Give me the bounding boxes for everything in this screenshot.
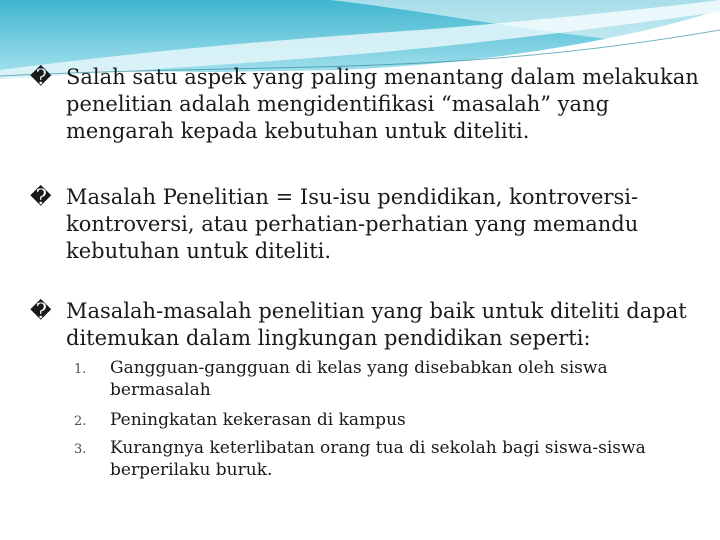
list-item-text: Gangguan-gangguan di kelas yang disebabkan oleh siswa bermasalah (110, 358, 608, 400)
list-number: 2. (74, 414, 87, 429)
list-item (74, 357, 694, 401)
bullet-item (30, 64, 700, 145)
list-item (74, 437, 694, 481)
bullet-text: Masalah Penelitian = Isu-isu pendidikan, kontroversi-kontroversi, atau perhatian-perhatian yang memandu kebutuhan untuk diteliti. (66, 185, 639, 263)
bullet-icon: � (30, 65, 52, 89)
bullet-icon: � (30, 299, 52, 323)
bullet-item (30, 184, 700, 265)
list-item (74, 409, 406, 431)
bullet-item (30, 298, 700, 352)
bullet-text: Masalah-masalah penelitian yang baik untuk diteliti dapat ditemukan dalam lingkungan pendidikan seperti: (66, 299, 687, 350)
list-item-text: Peningkatan kekerasan di kampus (110, 410, 406, 430)
bullet-text: Salah satu aspek yang paling menantang dalam melakukan penelitian adalah mengidentifikasi “masalah” yang mengarah kepada kebutuhan untuk diteliti. (66, 65, 699, 143)
list-number: 3. (74, 442, 87, 457)
bullet-icon: � (30, 185, 52, 209)
list-number: 1. (74, 362, 87, 377)
list-item-text: Kurangnya keterlibatan orang tua di sekolah bagi siswa-siswa berperilaku buruk. (110, 438, 646, 480)
